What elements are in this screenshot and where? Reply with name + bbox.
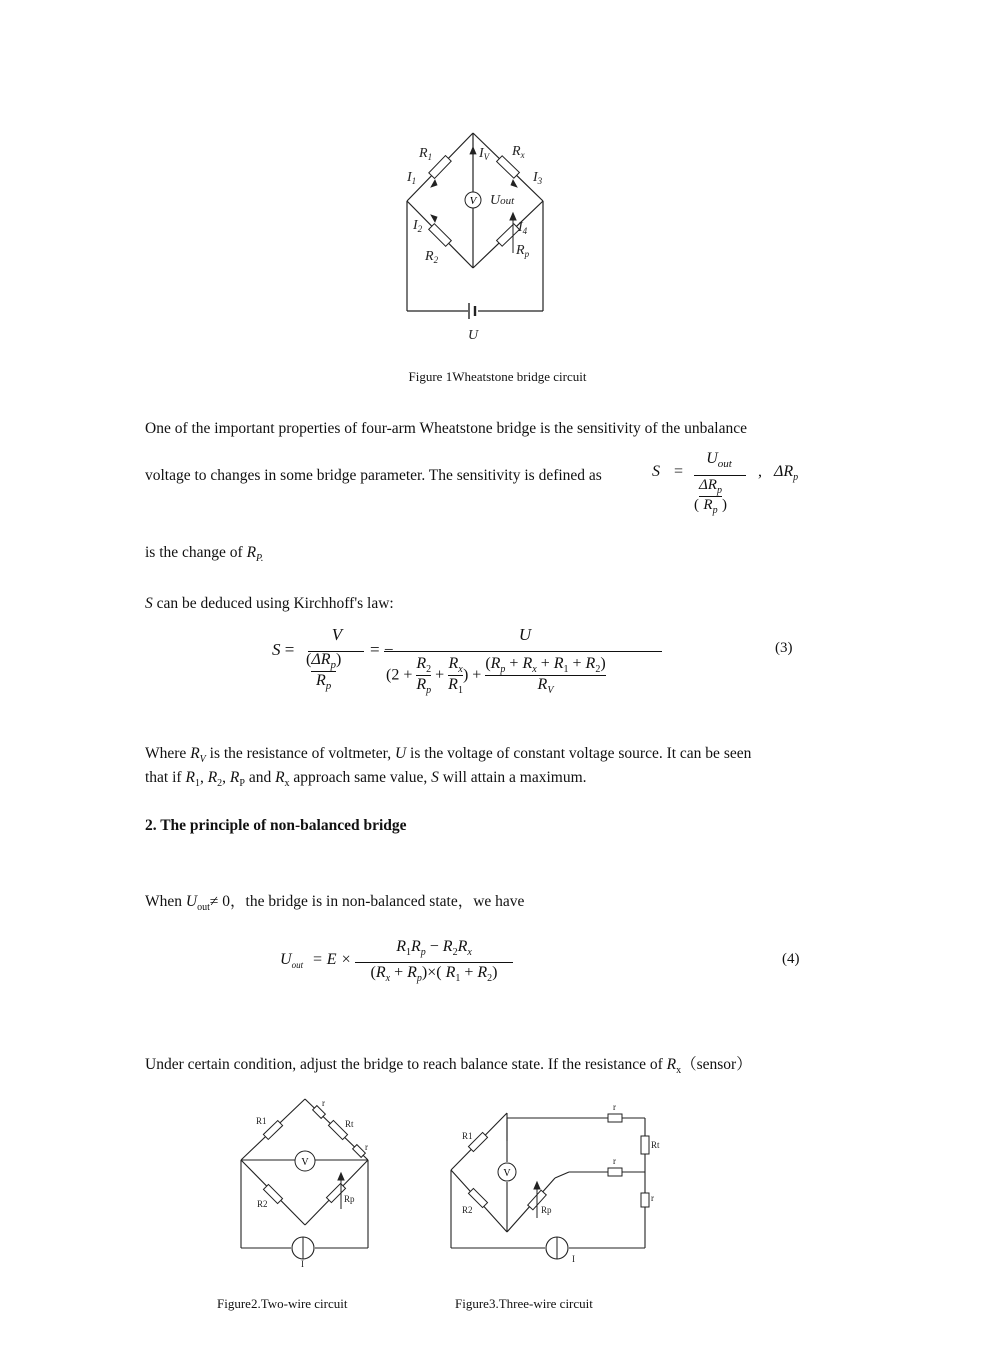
svg-text:Rx: $R_x$ [512, 144, 525, 160]
svg-text:Rt: Rt [345, 1119, 354, 1129]
svg-text:r: r [365, 1142, 368, 1152]
svg-text:Uout: Uout [490, 193, 515, 208]
paragraph-kirchhoff: S can be deduced using Kirchhoff's law: [145, 595, 394, 612]
equation-4-number: (4) [782, 951, 800, 967]
section-heading-non-balanced-bridge: 2. The principle of non-balanced bridge [145, 817, 407, 834]
svg-text:I3: $I_3$ [533, 170, 543, 186]
paragraph-non-balanced-state: When $U_{out}\ne 0$，the bridge is in non-balanced state，we have [145, 893, 525, 914]
svg-text:Rp: $R_p$ [516, 243, 530, 259]
figure2-caption: Figure2.Two-wire circuit [217, 1296, 348, 1311]
svg-text:V: V [301, 1157, 309, 1168]
paragraph-where-rv-line2: that if $R_1$, $R_2$, $R_P$ and $R_x$ approach same value, S will attain a maximum. [145, 769, 587, 790]
svg-text:R2: R2 [257, 1199, 268, 1209]
svg-text:R2: R2 [462, 1205, 473, 1215]
paragraph-where-rv: Where $R_V$ is the resistance of voltmeter, U is the voltage of constant voltage source. It can be seen [145, 745, 752, 766]
paragraph-sensitivity-line1: One of the important properties of four-arm Wheatstone bridge is the sensitivity of the unbalance [145, 420, 748, 437]
svg-text:V: V [503, 1168, 511, 1179]
svg-text:R1: R1 [462, 1131, 473, 1141]
figure2-two-wire-circuit [235, 1092, 380, 1267]
svg-text:r: r [651, 1193, 654, 1203]
paragraph-balance-state: Under certain condition, adjust the bridge to reach balance state. If the resistance of $R_x(sensor)$ [145, 1056, 752, 1077]
svg-text:U: U [468, 328, 479, 343]
figure1-wheatstone-bridge [395, 125, 555, 350]
equation-3: S = V ( $\Delta R_p$ $R_p$ ) = − U (2 + $\frac{R_2}{R_p}$ + $\frac{R_x}{R_1}$ ) + $\frac{(R_p + R_x + R_1 + R_2)}{R_V}$ [270, 625, 670, 710]
paragraph-sensitivity-line2: voltage to changes in some bridge parameter. The sensitivity is defined as [145, 467, 602, 484]
svg-text:I4: $I_4$ [518, 220, 528, 236]
svg-text:R2: $R_2$ [425, 249, 439, 265]
equation-4: $U_{out}$ = E × $R_1R_p - R_2R_x$ $(R_x + R_p)\times$( $R_1 + R_2$) [280, 938, 600, 988]
svg-text:r: r [322, 1098, 325, 1108]
svg-text:R1: R1 [256, 1116, 267, 1126]
svg-text:IV: $I_V$ [479, 146, 490, 162]
svg-text:r: r [613, 1156, 616, 1166]
svg-text:I2: $I_2$ [413, 218, 423, 234]
svg-text:I1: $I_1$ [407, 170, 417, 186]
svg-text:I: I [572, 1254, 575, 1264]
voltmeter-label: V [469, 195, 477, 207]
svg-text:Rp: Rp [541, 1205, 552, 1215]
svg-text:r: r [613, 1102, 616, 1112]
svg-text:I: I [301, 1259, 304, 1269]
svg-text:Rp: Rp [344, 1194, 355, 1204]
figure3-caption: Figure3.Three-wire circuit [455, 1296, 593, 1311]
equation-3-number: (3) [775, 640, 793, 656]
svg-text:R1: $R_1$ [419, 146, 433, 162]
figure1-caption: Figure 1Wheatstone bridge circuit [408, 369, 587, 384]
paragraph-sensitivity-line3: is the change of $R_{P.}$ [145, 544, 264, 565]
svg-text:Rt: Rt [651, 1140, 660, 1150]
figure3-three-wire-circuit [445, 1100, 660, 1265]
